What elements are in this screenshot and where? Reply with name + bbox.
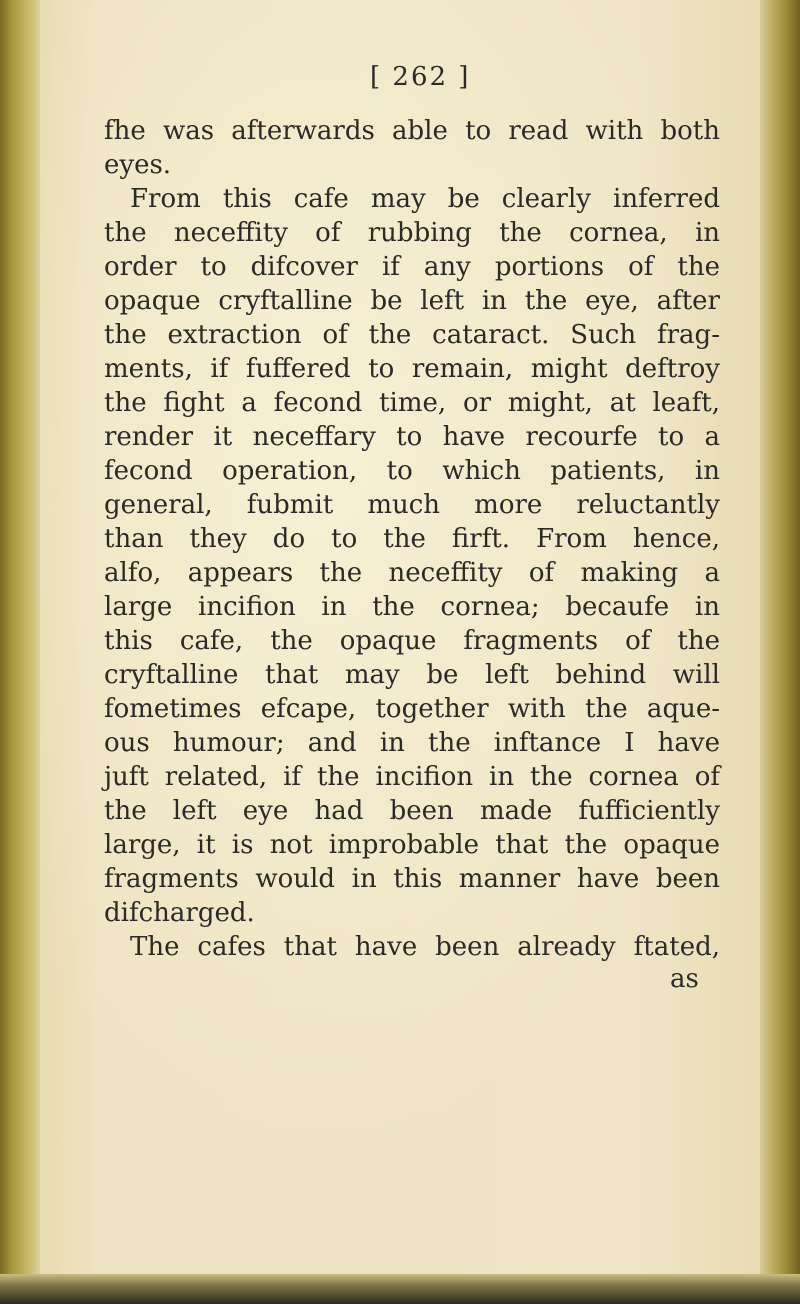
- page-binding-right: [760, 0, 800, 1304]
- text-line: opaque cryftalline be left in the eye, after: [104, 286, 720, 316]
- text-line: juft related, if the incifion in the cornea of: [104, 762, 720, 792]
- text-line: ments, if fuffered to remain, might deftroy: [104, 354, 720, 384]
- text-line: the left eye had been made fufficiently: [104, 796, 720, 826]
- text-line: fometimes efcape, together with the aque-: [104, 694, 720, 724]
- text-line: fhe was afterwards able to read with both: [104, 116, 720, 146]
- text-line: large incifion in the cornea; becaufe in: [104, 592, 720, 622]
- text-line: large, it is not improbable that the opaque: [104, 830, 720, 860]
- text-line: fecond operation, to which patients, in: [104, 456, 720, 486]
- text-line: order to difcover if any portions of the: [104, 252, 720, 282]
- text-line: general, fubmit much more reluctantly: [104, 490, 720, 520]
- text-line: cryftalline that may be left behind will: [104, 660, 720, 690]
- text-line: the neceffity of rubbing the cornea, in: [104, 218, 720, 248]
- text-line: the extraction of the cataract. Such frag-: [104, 320, 720, 350]
- text-line: alfo, appears the neceffity of making a: [104, 558, 720, 588]
- text-line: render it neceffary to have recourfe to a: [104, 422, 720, 452]
- text-line: this cafe, the opaque fragments of the: [104, 626, 720, 656]
- text-line: The cafes that have been already ftated,: [130, 932, 720, 962]
- page-number-header: [ 262 ]: [370, 62, 471, 92]
- catchword: as: [670, 964, 699, 994]
- text-line: the fight a fecond time, or might, at leaft,: [104, 388, 720, 418]
- text-line: ous humour; and in the inftance I have: [104, 728, 720, 758]
- page-bottom-edge: [0, 1274, 800, 1304]
- text-line: fragments would in this manner have been: [104, 864, 720, 894]
- text-line: From this cafe may be clearly inferred: [130, 184, 720, 214]
- text-line: eyes.: [104, 150, 172, 180]
- page-binding-left: [0, 0, 40, 1304]
- text-line: difcharged.: [104, 898, 255, 928]
- text-line: than they do to the firft. From hence,: [104, 524, 720, 554]
